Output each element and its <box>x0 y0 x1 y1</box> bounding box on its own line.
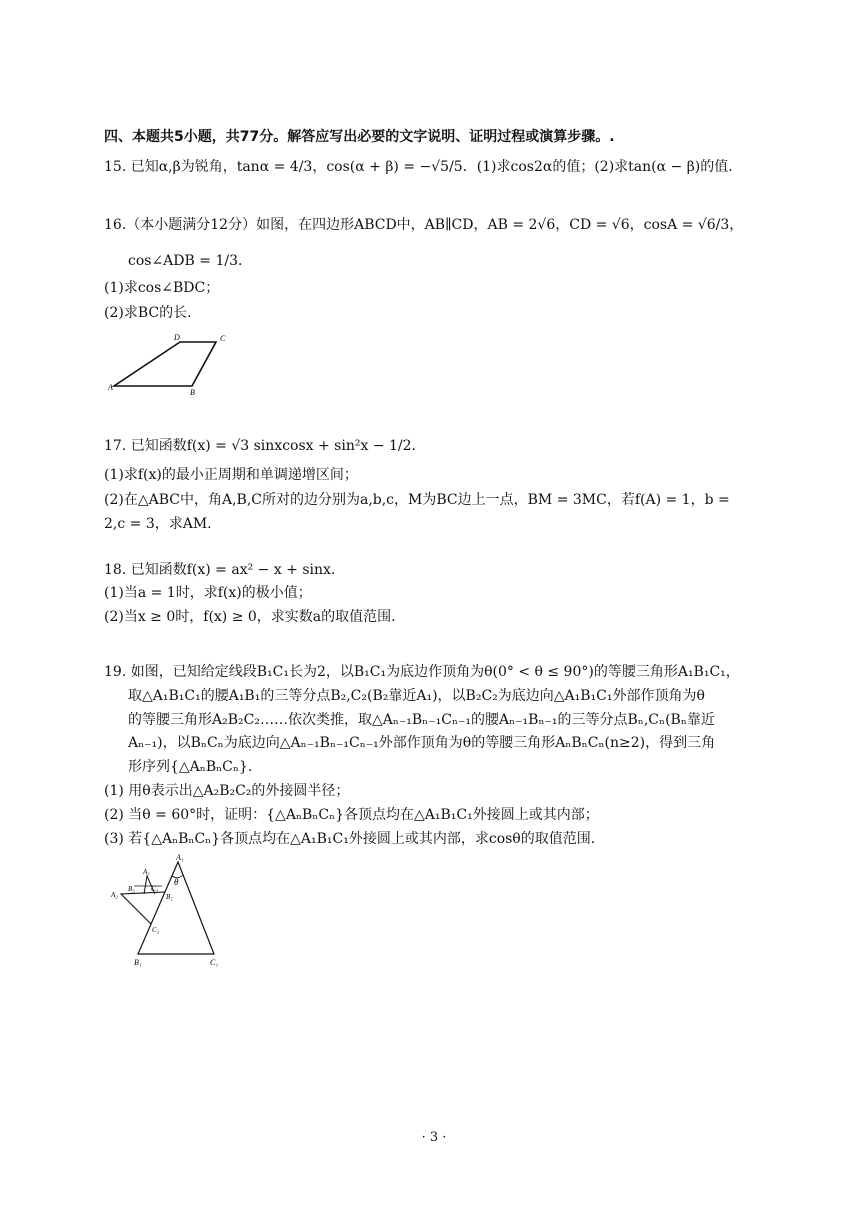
q19-part1: (1) 用θ表示出△A₂B₂C₂的外接圆半径； <box>104 783 350 799</box>
q16-label-d: D <box>174 333 180 342</box>
q19-label-theta: θ <box>174 877 179 887</box>
q18-part1: (1)当a = 1时，求f(x)的极小值； <box>104 585 312 601</box>
q18-statement: 18. 已知函数f(x) = ax² − x + sinx. <box>104 562 336 578</box>
q19-label-c3: C₃ <box>151 885 159 893</box>
q16-quadrilateral-figure <box>108 334 238 396</box>
q19-label-c2: C₂ <box>152 926 160 934</box>
q19-label-b3: B₃ <box>128 885 135 893</box>
q16-label-b: B <box>190 388 195 397</box>
q19-triangle-sequence-figure <box>110 854 230 970</box>
q19-statement: 19. 如图，已知给定线段B₁C₁长为2，以B₁C₁为底边作顶角为θ(0° < θ ≤ 90°)的等腰三角形A₁B₁C₁， <box>104 664 740 680</box>
q16-part2: (2)求BC的长. <box>104 305 192 321</box>
q19-statement-l2: 取△A₁B₁C₁的腰A₁B₁的三等分点B₂,C₂(B₂靠近A₁)，以B₂C₂为底边向△A₁B₁C₁外部作顶角为θ <box>128 688 705 704</box>
q19-label-a1: A₁ <box>176 853 184 862</box>
q19-label-a2: A₂ <box>111 891 118 899</box>
q17-statement: 17. 已知函数f(x) = √3 sinxcosx + sin²x − 1/2． <box>104 438 426 454</box>
q15-statement: 15. 已知α,β为锐角，tanα = 4/3，cos(α + β) = −√5/5．(1)求cos2α的值；(2)求tan(α − β)的值. <box>104 159 733 175</box>
page-number: · 3 · <box>421 1130 447 1145</box>
q19-statement-l4: Aₙ₋₁)，以BₙCₙ为底边向△Aₙ₋₁Bₙ₋₁Cₙ₋₁外部作顶角为θ的等腰三角形AₙBₙCₙ(n≥2)，得到三角 <box>128 735 716 751</box>
q17-part2-cont: 2,c = 3，求AM. <box>104 516 212 532</box>
q19-statement-l5: 形序列{△AₙBₙCₙ}. <box>128 759 253 775</box>
q16-label-a: A <box>108 383 113 392</box>
q19-label-a3: A₃ <box>143 868 150 876</box>
q19-part3: (3) 若{△AₙBₙCₙ}各顶点均在△A₁B₁C₁外接圆上或其内部，求cosθ的取值范围. <box>104 831 596 847</box>
q17-part1: (1)求f(x)的最小正周期和单调递增区间； <box>104 467 358 483</box>
q19-label-b2: B₂ <box>166 893 173 901</box>
q18-part2: (2)当x ≥ 0时，f(x) ≥ 0，求实数a的取值范围. <box>104 609 396 625</box>
q19-part2: (2) 当θ = 60°时，证明：{△AₙBₙCₙ}各顶点均在△A₁B₁C₁外接圆上或其内部； <box>104 807 599 823</box>
q19-label-b1: B₁ <box>134 958 142 967</box>
q19-label-c1: C₁ <box>210 958 219 967</box>
q17-part2: (2)在△ABC中，角A,B,C所对的边分别为a,b,c，M为BC边上一点，BM = 3MC，若f(A) = 1，b = <box>104 492 730 508</box>
q19-statement-l3: 的等腰三角形A₂B₂C₂……依次类推，取△Aₙ₋₁Bₙ₋₁Cₙ₋₁的腰Aₙ₋₁Bₙ₋₁的三等分点Bₙ,Cₙ(Bₙ靠近 <box>128 712 715 728</box>
q16-statement: 16.（本小题满分12分）如图，在四边形ABCD中，AB∥CD，AB = 2√6，CD = √6，cosA = √6/3， <box>104 217 744 233</box>
section-header: 四、本题共5小题，共77分。解答应写出必要的文字说明、证明过程或演算步骤。. <box>104 129 615 145</box>
q16-part1: (1)求cos∠BDC； <box>104 280 220 296</box>
q16-label-c: C <box>220 334 226 343</box>
q16-statement-cont: cos∠ADB = 1/3． <box>128 253 252 269</box>
